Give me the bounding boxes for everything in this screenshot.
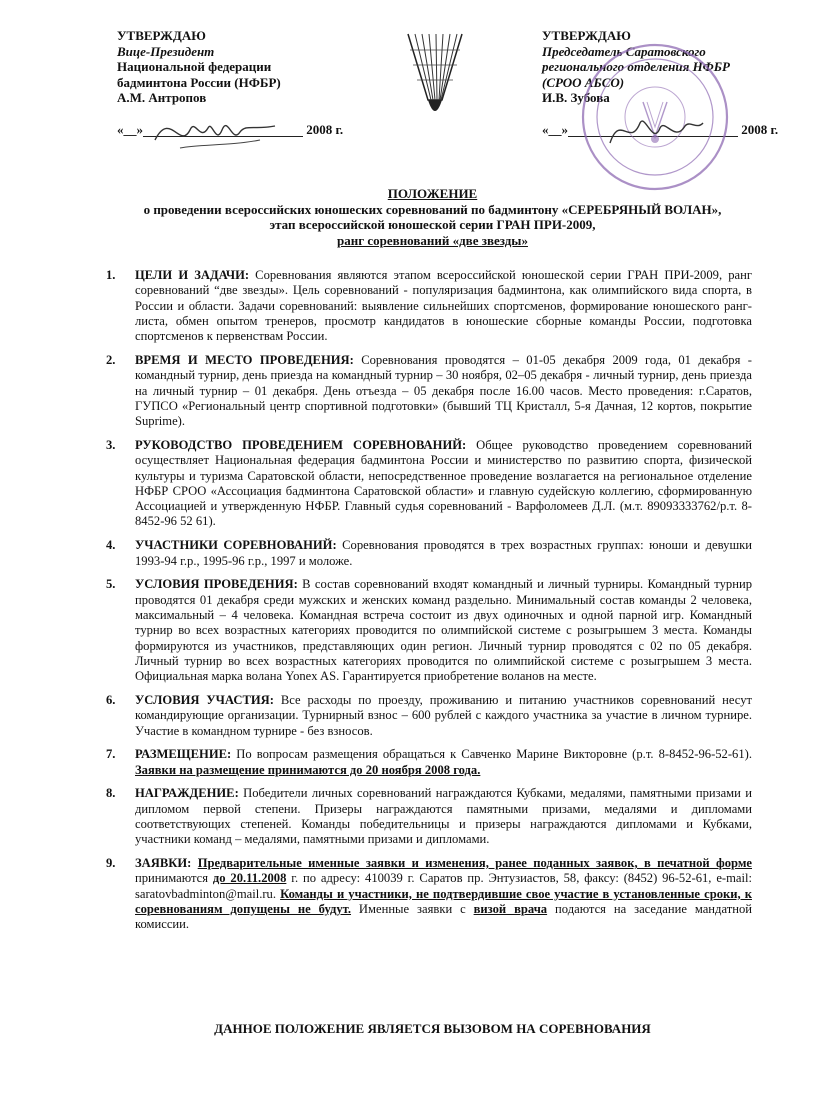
section-number: 7. bbox=[106, 747, 116, 762]
section-lead: ЦЕЛИ И ЗАДАЧИ: bbox=[135, 268, 250, 282]
date-suffix: 2008 г. bbox=[741, 121, 779, 137]
list-item bbox=[100, 747, 752, 778]
section-lead: ВРЕМЯ И МЕСТО ПРОВЕДЕНИЯ: bbox=[135, 352, 354, 367]
date-suffix: 2008 г. bbox=[306, 121, 344, 137]
section-lead: УЧАСТНИКИ СОРЕВНОВАНИЙ: bbox=[135, 538, 337, 553]
section-text: принимаются bbox=[135, 871, 213, 886]
list-item bbox=[100, 856, 752, 932]
approval-position: Вице-Президент bbox=[117, 43, 215, 59]
sections-list bbox=[100, 268, 752, 941]
approval-title: УТВЕРЖДАЮ bbox=[542, 28, 631, 43]
section-text: Все расходы по проезду, проживанию и питанию участников соревнований несут командирующие организации. Турнирный взнос – 600 рублей с каждого участника за участие в личном турнире. Участие в командном турнире - без взносов. bbox=[135, 692, 752, 738]
section-body bbox=[135, 438, 752, 530]
approval-block-right bbox=[542, 28, 782, 137]
section-body bbox=[135, 747, 752, 778]
section-text: В состав соревнований входят командный и личный турниры. Командный турнир проводятся 01 декабря среди мужских и женских команд раздельно. Минимальный состав команды 2 человека, максимальный – 4 человека. Командная встреча состоит из двух одиночных и одной парной игр. Командный турнир во всех возрастных категориях проводится по олимпийской системе с розыгрышем 3 места. Команды формируются из участников, представляющих один регион. Личный турнир проводятся с 02 по 05 декабря. Личный турнир во всех возрастных категориях проводится по олимпийской системе с розыгрышем 3 места. Официальная марка волана Yonex AS. Гарантируется приобретение воланов на месте. bbox=[135, 577, 752, 684]
list-item bbox=[100, 693, 752, 739]
approval-date-line bbox=[117, 122, 347, 138]
section-number: 5. bbox=[106, 577, 116, 592]
section-lead: ЗАЯВКИ: bbox=[135, 856, 192, 871]
section-body bbox=[135, 693, 752, 739]
section-text: Победители личных соревнований награждаются Кубками, медалями, памятными призами и дипломом первой степени. Призеры награждаются памятными призами, медалями и дипломами соответствующих степеней. Команды победительницы и призеры награждаются дипломами и Кубками, участники команд – медалями, памятными призами и дипломами. bbox=[135, 786, 752, 847]
section-lead: РАЗМЕЩЕНИЕ: bbox=[135, 747, 232, 762]
approval-block-left bbox=[117, 28, 347, 137]
section-body bbox=[135, 353, 752, 429]
section-text: Соревнования являются этапом всероссийской юношеской серии ГРАН ПРИ-2009, ранг соревнований “две звезды». Цель соревнований - популяризация бадминтона, как олимпийского вида спорта, в России и области. Задачи соревнований: выявление сильнейших спортсменов, формирование юношеского ранг-листа, обмен опытом тренеров, просмотр кандидатов в юношеские сборные команды России, подготовка спортсменов к первенствам России. bbox=[135, 268, 752, 344]
document-footer: ДАННОЕ ПОЛОЖЕНИЕ ЯВЛЯЕТСЯ ВЫЗОВОМ НА СОРЕВНОВАНИЯ bbox=[214, 1021, 651, 1036]
shuttlecock-logo-icon bbox=[400, 30, 470, 125]
date-prefix: «__» bbox=[117, 121, 143, 137]
section-text: г. по адресу: 410039 г. Саратов пр. Энтузиастов, 58, факсу: (8452) 96-52-61, e-mail: saratovbadminton@mail.ru. bbox=[135, 871, 752, 901]
section-underlined-text: Заявки на размещение принимаются до 20 ноября 2008 года. bbox=[135, 762, 481, 777]
approval-org-line: регионального отделения НФБР bbox=[542, 59, 730, 74]
document-subtitle-line: о проведении всероссийских юношеских соревнований по бадминтону «СЕРЕБРЯНЫЙ ВОЛАН», bbox=[143, 201, 722, 217]
section-lead: УСЛОВИЯ УЧАСТИЯ: bbox=[135, 692, 274, 707]
section-body bbox=[135, 538, 752, 569]
section-text: Именные заявки с bbox=[351, 901, 474, 916]
signature-line bbox=[143, 124, 303, 137]
section-number: 4. bbox=[106, 538, 116, 553]
signature-line bbox=[568, 124, 738, 137]
approval-org-line: бадминтона России (НФБР) bbox=[117, 74, 281, 90]
list-item bbox=[100, 538, 752, 569]
approval-title: УТВЕРЖДАЮ bbox=[117, 28, 206, 43]
section-number: 8. bbox=[106, 786, 116, 801]
document-subtitle-line: ранг соревнований «две звезды» bbox=[337, 232, 528, 248]
section-number: 1. bbox=[106, 268, 116, 282]
approval-position: Председатель Саратовского bbox=[542, 43, 706, 59]
section-underlined-text: до 20.11.2008 bbox=[212, 871, 287, 886]
document-header bbox=[100, 186, 765, 248]
list-item bbox=[100, 438, 752, 530]
section-text: подаются на заседание мандатной комиссии. bbox=[135, 901, 752, 932]
list-item bbox=[100, 577, 752, 684]
section-number: 6. bbox=[106, 692, 116, 707]
approval-name: И.В. Зубова bbox=[542, 90, 610, 105]
list-item bbox=[100, 786, 752, 847]
section-body bbox=[135, 856, 752, 932]
approval-date-line bbox=[542, 122, 782, 138]
approval-org-line: Национальной федерации bbox=[117, 59, 272, 74]
section-text: Соревнования проводятся – 01-05 декабря 2009 года, 01 декабря - командный турнир, день приезда на командный турнир – 30 ноября, 02–05 декабря - личный турнир, день приезда на личный турнир – 01 декабря. День отъезда – 05 декабря после 16.00 часов. Место проведения: г.Саратов, ГУПСО «Региональный центр спортивной подготовки» (бывший ТЦ Кристалл, 5-я Дачная, 12 кортов, покрытие Suprime). bbox=[135, 352, 752, 429]
document-title: ПОЛОЖЕНИЕ bbox=[387, 186, 478, 201]
list-item bbox=[100, 353, 752, 429]
date-prefix: «__» bbox=[542, 121, 568, 137]
section-lead: РУКОВОДСТВО ПРОВЕДЕНИЕМ СОРЕВНОВАНИЙ: bbox=[135, 437, 467, 452]
section-underlined-text: Предварительные именные заявки и изменения, ранее поданных заявок, в печатной форме bbox=[197, 856, 752, 871]
document-subtitle-line: этап всероссийской юношеской серии ГРАН ПРИ-2009, bbox=[269, 217, 596, 232]
section-text: Общее руководство проведением соревнований осуществляет Национальная федерация бадминтона России и министерство по развитию спорта, физической культуры и туризма Саратовской области, непосредственное проведение возлагается на региональное отделение НФБР СРОО «Ассоциация бадминтона Саратовской области» и главную судейскую коллегию, сформированную Ассоциацией и утвержденную НФБР. Главный судья соревнований - Варфоломеев Д.Л. (м.т. 89093333762/р.т. 8-8452-96 52 61). bbox=[135, 437, 752, 529]
section-body bbox=[135, 268, 752, 344]
section-text: Соревнования проводятся в трех возрастных группах: юноши и девушки 1993-94 г.р., 1995-96 г.р., 1997 и моложе. bbox=[135, 538, 753, 568]
section-lead: НАГРАЖДЕНИЕ: bbox=[135, 786, 239, 801]
section-underlined-text: Команды и участники, не подтвердившие свое участие в установленные сроки, к соревнованиям допущены не будут. bbox=[135, 886, 752, 916]
section-number: 3. bbox=[106, 437, 116, 452]
section-number: 9. bbox=[106, 856, 116, 871]
section-body bbox=[135, 577, 752, 684]
section-number: 2. bbox=[106, 352, 116, 367]
section-lead: УСЛОВИЯ ПРОВЕДЕНИЯ: bbox=[135, 577, 298, 592]
approval-org-line: (СРОО АБСО) bbox=[542, 74, 625, 90]
section-text: По вопросам размещения обращаться к Савченко Марине Викторовне (р.т. 8-8452-96-52-61). bbox=[231, 747, 752, 762]
section-underlined-text: визой врача bbox=[473, 901, 548, 916]
list-item bbox=[100, 268, 752, 344]
approval-name: А.М. Антропов bbox=[117, 90, 207, 105]
section-body bbox=[135, 786, 752, 847]
